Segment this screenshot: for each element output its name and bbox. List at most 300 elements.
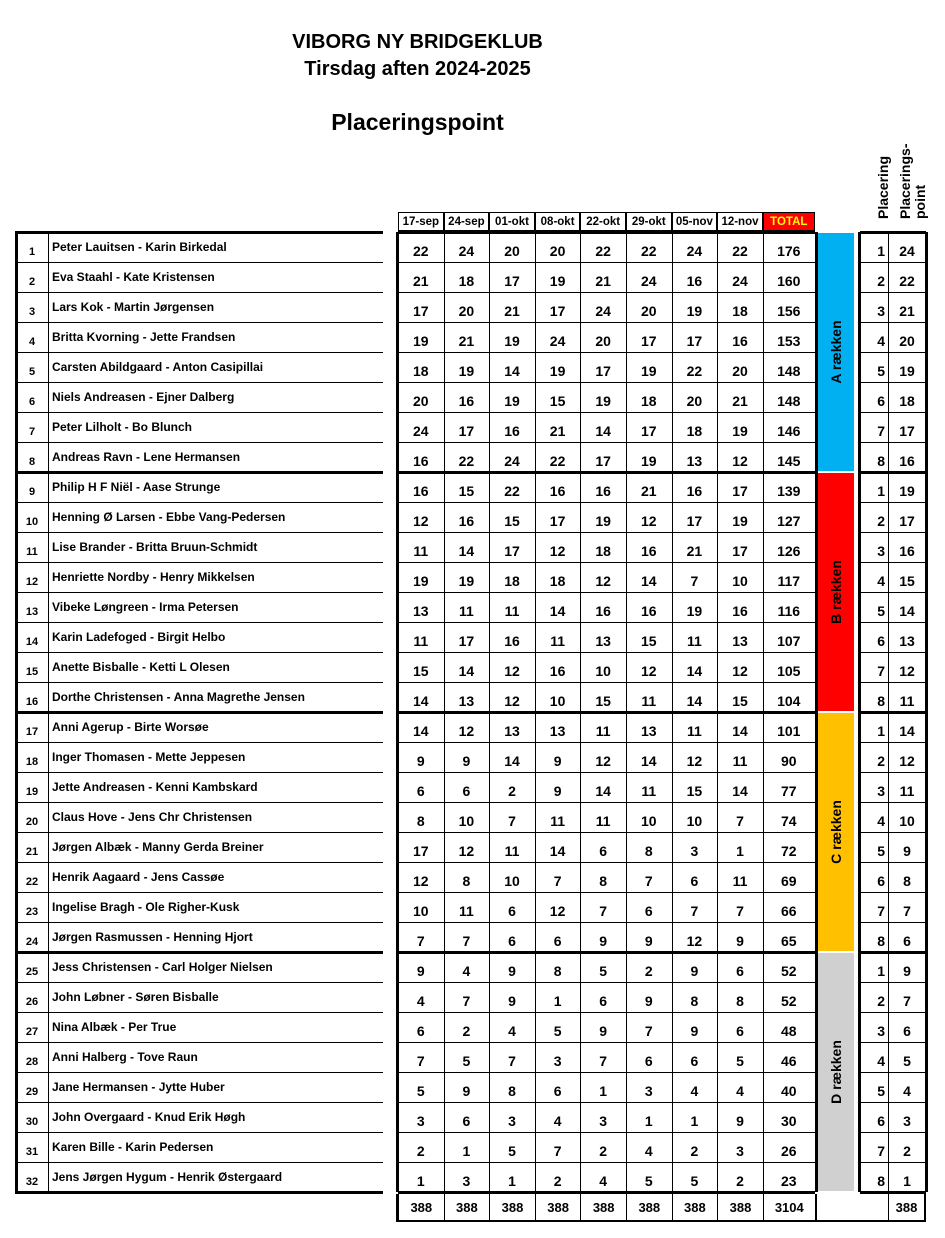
row-divider (15, 1102, 383, 1103)
score-cell: 8 (644, 843, 653, 859)
score-cell: 9 (416, 753, 425, 769)
score-cell: 7 (416, 933, 425, 949)
score-cell: 12 (458, 723, 475, 739)
score-cell: 7 (690, 573, 699, 589)
score-cell: 22 (732, 243, 748, 259)
placeringspoint-cell: 16 (899, 453, 915, 469)
score-cell: 16 (641, 603, 657, 619)
sum-cell: 388 (444, 1194, 490, 1222)
row-divider (398, 1042, 815, 1043)
sum-left-border (396, 1194, 399, 1222)
score-cell: 24 (595, 303, 611, 319)
placering-cell: 1 (877, 723, 885, 739)
score-cell: 7 (644, 1023, 653, 1039)
table-row (15, 442, 927, 472)
row-divider (860, 832, 926, 833)
row-divider (860, 682, 926, 683)
placeringspoint-cell: 6 (903, 1023, 911, 1039)
score-cell: 16 (549, 483, 566, 499)
row-divider (15, 652, 383, 653)
row-divider (398, 922, 815, 923)
score-cell: 17 (413, 843, 429, 859)
row-number: 26 (25, 996, 39, 1008)
score-cell: 19 (549, 363, 566, 379)
table-row (15, 232, 927, 262)
score-cell: 14 (458, 663, 475, 679)
placeringspoint-cell: 7 (903, 903, 911, 919)
pair-name: Philip H F Niël - Aase Strunge (52, 480, 221, 494)
date-header-05-nov: 05-nov (672, 212, 718, 231)
score-cell: 21 (732, 393, 748, 409)
score-cell: 1 (416, 1173, 425, 1189)
placering-cell: 6 (877, 873, 885, 889)
score-cell: 19 (413, 333, 429, 349)
pair-name: Andreas Ravn - Lene Hermansen (52, 450, 241, 464)
row-divider (15, 1012, 383, 1013)
pair-name: Carsten Abildgaard - Anton Casipillai (52, 360, 264, 374)
total-cell: 107 (777, 633, 801, 649)
row-divider (15, 772, 383, 773)
score-cell: 7 (553, 873, 562, 889)
row-number: 25 (25, 966, 39, 978)
score-cell: 19 (686, 603, 703, 619)
score-cell: 1 (736, 843, 744, 859)
row-divider (15, 862, 383, 863)
score-cell: 17 (458, 633, 475, 649)
placering-cell: 4 (877, 813, 885, 829)
pair-name: Jess Christensen - Carl Holger Nielsen (52, 960, 273, 974)
score-cell: 4 (599, 1173, 608, 1189)
score-cell: 6 (462, 1113, 471, 1129)
col-divider (580, 232, 581, 1192)
placering-cell: 2 (877, 513, 885, 529)
score-cell: 4 (416, 993, 425, 1009)
sum-cell: 388 (626, 1194, 672, 1222)
table-row (15, 472, 927, 502)
total-cell: 148 (777, 363, 801, 379)
score-cell: 22 (549, 453, 566, 469)
row-number: 19 (25, 786, 39, 798)
col-divider (15, 232, 18, 1192)
table-row (15, 892, 927, 922)
score-cell: 3 (416, 1113, 425, 1129)
score-cell: 14 (686, 693, 703, 709)
score-cell: 14 (641, 573, 657, 589)
score-cell: 19 (641, 363, 657, 379)
col-divider (48, 232, 49, 1192)
score-cell: 5 (690, 1173, 699, 1189)
date-header-01-okt: 01-okt (489, 212, 535, 231)
score-cell: 14 (413, 693, 429, 709)
score-cell: 11 (458, 903, 474, 919)
row-divider (398, 832, 815, 833)
row-divider (860, 1102, 926, 1103)
score-cell: 12 (458, 843, 475, 859)
placeringspoint-cell: 17 (899, 513, 915, 529)
sum-point-cell: 388 (888, 1194, 926, 1222)
row-divider (398, 1072, 815, 1073)
total-cell: 90 (781, 753, 797, 769)
score-cell: 3 (553, 1053, 562, 1069)
placering-cell: 2 (877, 273, 885, 289)
placeringspoint-cell: 12 (899, 753, 915, 769)
row-divider (398, 592, 815, 593)
score-cell: 19 (641, 453, 657, 469)
placering-cell: 7 (877, 1143, 885, 1159)
placeringspoint-cell: 24 (899, 243, 915, 259)
row-divider (860, 562, 926, 563)
score-cell: 11 (458, 603, 474, 619)
row-number: 12 (25, 576, 39, 588)
sum-cell: 388 (535, 1194, 581, 1222)
score-cell: 20 (641, 303, 657, 319)
score-cell: 10 (686, 813, 703, 829)
row-divider (15, 442, 383, 443)
row-divider (15, 592, 383, 593)
table-row (15, 1132, 927, 1162)
placering-cell: 7 (877, 903, 885, 919)
score-cell: 22 (413, 243, 429, 259)
row-divider (860, 1072, 926, 1073)
row-number: 30 (25, 1116, 39, 1128)
row-divider (860, 862, 926, 863)
pair-name: John Løbner - Søren Bisballe (52, 990, 219, 1004)
score-cell: 17 (732, 543, 748, 559)
score-cell: 9 (553, 783, 562, 799)
date-header-08-okt: 08-okt (535, 212, 581, 231)
score-cell: 20 (549, 243, 566, 259)
total-cell: 77 (781, 783, 797, 799)
score-cell: 7 (508, 813, 516, 829)
score-cell: 8 (416, 813, 425, 829)
row-divider (15, 532, 383, 533)
score-cell: 12 (504, 663, 520, 679)
score-cell: 3 (508, 1113, 516, 1129)
placeringspoint-cell: 14 (899, 603, 915, 619)
pair-name: Anette Bisballe - Ketti L Olesen (52, 660, 230, 674)
score-cell: 18 (686, 423, 703, 439)
placering-cell: 7 (877, 663, 885, 679)
total-cell: 52 (781, 963, 797, 979)
placeringspoint-cell: 17 (899, 423, 915, 439)
placering-cell: 6 (877, 633, 885, 649)
score-cell: 17 (641, 333, 657, 349)
placering-cell: 4 (877, 1053, 885, 1069)
sum-cell: 388 (398, 1194, 444, 1222)
score-cell: 12 (641, 663, 657, 679)
placeringspoint-cell: 15 (899, 573, 915, 589)
score-cell: 16 (504, 423, 520, 439)
table-row (15, 922, 927, 952)
score-cell: 22 (595, 243, 611, 259)
score-cell: 9 (736, 933, 744, 949)
row-divider (15, 982, 383, 983)
score-cell: 5 (462, 1053, 471, 1069)
score-cell: 10 (549, 693, 566, 709)
row-number: 6 (28, 396, 36, 408)
score-cell: 18 (413, 363, 429, 379)
row-divider (398, 1102, 815, 1103)
placeringspoint-cell: 4 (903, 1083, 911, 1099)
placeringspoint-cell: 12 (899, 663, 915, 679)
score-cell: 11 (550, 633, 565, 649)
score-cell: 24 (732, 273, 748, 289)
total-cell: 69 (781, 873, 797, 889)
pair-name: Henriette Nordby - Henry Mikkelsen (52, 570, 255, 584)
row-divider (398, 412, 815, 413)
score-cell: 6 (644, 1053, 653, 1069)
total-cell: 139 (777, 483, 801, 499)
row-number: 9 (28, 486, 36, 498)
score-cell: 2 (599, 1143, 608, 1159)
score-cell: 21 (504, 303, 520, 319)
row-divider (15, 1072, 383, 1073)
score-cell: 11 (732, 873, 748, 889)
score-cell: 17 (504, 543, 520, 559)
score-cell: 13 (595, 633, 611, 649)
score-cell: 15 (641, 633, 657, 649)
pair-name: Lise Brander - Britta Bruun-Schmidt (52, 540, 258, 554)
date-header-22-okt: 22-okt (580, 212, 626, 231)
score-cell: 7 (599, 1053, 608, 1069)
total-cell: 46 (781, 1053, 797, 1069)
pair-name: Peter Lauitsen - Karin Birkedal (52, 240, 227, 254)
score-cell: 11 (413, 543, 429, 559)
row-divider (15, 1162, 383, 1163)
placeringspoint-cell: 21 (899, 303, 915, 319)
pair-name: Jette Andreasen - Kenni Kambskard (52, 780, 258, 794)
score-cell: 12 (686, 753, 703, 769)
score-cell: 7 (599, 903, 608, 919)
score-cell: 13 (549, 723, 566, 739)
score-cell: 14 (549, 843, 566, 859)
total-cell: 104 (777, 693, 801, 709)
row-divider (15, 1191, 383, 1194)
score-cell: 18 (458, 273, 475, 289)
row-divider (398, 652, 815, 653)
table-row (15, 652, 927, 682)
placeringspoint-header-line2: point (912, 184, 928, 219)
placeringspoint-cell: 1 (903, 1173, 911, 1189)
score-cell: 18 (595, 543, 611, 559)
score-cell: 7 (553, 1143, 562, 1159)
row-divider (398, 382, 815, 383)
score-cell: 20 (686, 393, 703, 409)
pair-name: Ingelise Bragh - Ole Righer-Kusk (52, 900, 240, 914)
placeringspoint-cell: 11 (899, 693, 915, 709)
pair-name: Claus Hove - Jens Chr Christensen (52, 810, 253, 824)
score-cell: 11 (413, 633, 429, 649)
col-divider (396, 232, 399, 1192)
table-row (15, 292, 927, 322)
score-cell: 2 (508, 783, 516, 799)
score-cell: 7 (644, 873, 653, 889)
placeringspoint-cell: 22 (899, 273, 915, 289)
pair-name: John Overgaard - Knud Erik Høgh (52, 1110, 246, 1124)
group-band-1 (818, 233, 854, 471)
row-divider (398, 682, 815, 683)
table-row (15, 1162, 927, 1192)
table-row (15, 322, 927, 352)
col-divider (858, 232, 861, 1192)
score-cell: 11 (732, 753, 748, 769)
row-divider (15, 622, 383, 623)
row-number: 16 (25, 696, 39, 708)
placering-cell: 5 (877, 843, 885, 859)
score-cell: 12 (732, 453, 748, 469)
score-cell: 14 (732, 723, 748, 739)
score-cell: 15 (686, 783, 703, 799)
score-cell: 16 (413, 453, 429, 469)
row-number: 29 (25, 1086, 39, 1098)
row-divider (398, 562, 815, 563)
row-divider (398, 1012, 815, 1013)
score-cell: 14 (413, 723, 429, 739)
total-cell: 65 (781, 933, 797, 949)
sum-total-cell: 3104 (763, 1194, 815, 1222)
row-number: 10 (25, 516, 39, 528)
score-cell: 14 (504, 363, 520, 379)
total-cell: 117 (777, 573, 801, 589)
placering-cell: 1 (877, 483, 885, 499)
pair-name: Britta Kvorning - Jette Frandsen (52, 330, 236, 344)
score-cell: 19 (504, 333, 520, 349)
score-cell: 19 (458, 363, 475, 379)
score-cell: 8 (553, 963, 562, 979)
score-cell: 2 (736, 1173, 744, 1189)
group-label: D rækken (828, 1040, 844, 1104)
score-cell: 6 (690, 873, 699, 889)
pair-name: Eva Staahl - Kate Kristensen (52, 270, 215, 284)
score-cell: 5 (416, 1083, 425, 1099)
score-cell: 20 (413, 393, 429, 409)
score-cell: 16 (458, 393, 475, 409)
row-divider (860, 922, 926, 923)
score-cell: 6 (508, 903, 516, 919)
score-cell: 19 (686, 303, 703, 319)
score-cell: 7 (416, 1053, 425, 1069)
row-divider (860, 592, 926, 593)
placering-cell: 3 (877, 1023, 885, 1039)
row-divider (398, 1162, 815, 1163)
row-divider (860, 322, 926, 323)
total-cell: 156 (777, 303, 801, 319)
col-divider (763, 232, 764, 1192)
placeringspoint-cell: 11 (899, 783, 915, 799)
pair-name: Peter Lilholt - Bo Blunch (52, 420, 192, 434)
score-cell: 24 (504, 453, 520, 469)
score-cell: 6 (599, 993, 608, 1009)
row-divider (860, 532, 926, 533)
table-row (15, 562, 927, 592)
row-number: 21 (25, 846, 39, 858)
score-cell: 9 (508, 963, 516, 979)
score-cell: 15 (458, 483, 475, 499)
row-divider (860, 622, 926, 623)
row-number: 24 (25, 936, 39, 948)
col-divider (535, 232, 536, 1192)
score-cell: 20 (732, 363, 748, 379)
total-cell: 101 (777, 723, 801, 739)
score-cell: 7 (462, 933, 471, 949)
row-divider (398, 502, 815, 503)
score-cell: 10 (458, 813, 475, 829)
row-divider (398, 862, 815, 863)
score-cell: 7 (690, 903, 699, 919)
score-cell: 17 (686, 513, 703, 529)
score-cell: 16 (686, 273, 703, 289)
score-cell: 9 (599, 933, 608, 949)
score-cell: 13 (504, 723, 520, 739)
score-cell: 12 (413, 513, 429, 529)
table-row (15, 1102, 927, 1132)
score-cell: 16 (413, 483, 429, 499)
table-row (15, 502, 927, 532)
score-cell: 6 (644, 903, 653, 919)
score-cell: 6 (736, 963, 744, 979)
col-divider (672, 232, 673, 1192)
score-cell: 2 (644, 963, 653, 979)
row-divider (860, 412, 926, 413)
score-cell: 4 (690, 1083, 699, 1099)
row-divider (860, 382, 926, 383)
score-cell: 16 (732, 603, 748, 619)
row-divider (15, 352, 383, 353)
table-row (15, 1042, 927, 1072)
row-number: 14 (25, 636, 39, 648)
score-cell: 11 (595, 723, 611, 739)
pair-name: Karen Bille - Karin Pedersen (52, 1140, 214, 1154)
score-cell: 12 (504, 693, 520, 709)
placering-header-label: Placering (875, 155, 891, 219)
row-divider (860, 802, 926, 803)
placering-cell: 5 (877, 603, 885, 619)
placeringspoint-cell: 3 (903, 1113, 911, 1129)
score-cell: 7 (462, 993, 471, 1009)
placeringspoint-cell: 7 (903, 993, 911, 1009)
score-cell: 22 (641, 243, 657, 259)
score-cell: 13 (732, 633, 748, 649)
row-divider (15, 502, 383, 503)
score-cell: 12 (641, 513, 657, 529)
placering-cell: 6 (877, 393, 885, 409)
score-cell: 10 (595, 663, 611, 679)
total-cell: 176 (777, 243, 801, 259)
row-number: 13 (25, 606, 39, 618)
date-header-24-sep: 24-sep (444, 212, 490, 231)
score-cell: 6 (690, 1053, 699, 1069)
score-cell: 19 (549, 273, 566, 289)
score-cell: 8 (462, 873, 471, 889)
total-cell: 30 (781, 1113, 797, 1129)
score-cell: 7 (736, 813, 744, 829)
score-cell: 9 (553, 753, 562, 769)
row-number: 18 (25, 756, 39, 768)
row-divider (860, 471, 926, 474)
table-row (15, 862, 927, 892)
score-cell: 15 (413, 663, 429, 679)
score-cell: 7 (508, 1053, 516, 1069)
row-divider (398, 292, 815, 293)
placeringspoint-cell: 5 (903, 1053, 911, 1069)
row-number: 32 (25, 1176, 39, 1188)
score-cell: 21 (413, 273, 429, 289)
placering-cell: 3 (877, 303, 885, 319)
score-cell: 12 (549, 903, 566, 919)
score-cell: 1 (599, 1083, 608, 1099)
pair-name: Jørgen Rasmussen - Henning Hjort (52, 930, 253, 944)
row-number: 7 (28, 426, 36, 438)
